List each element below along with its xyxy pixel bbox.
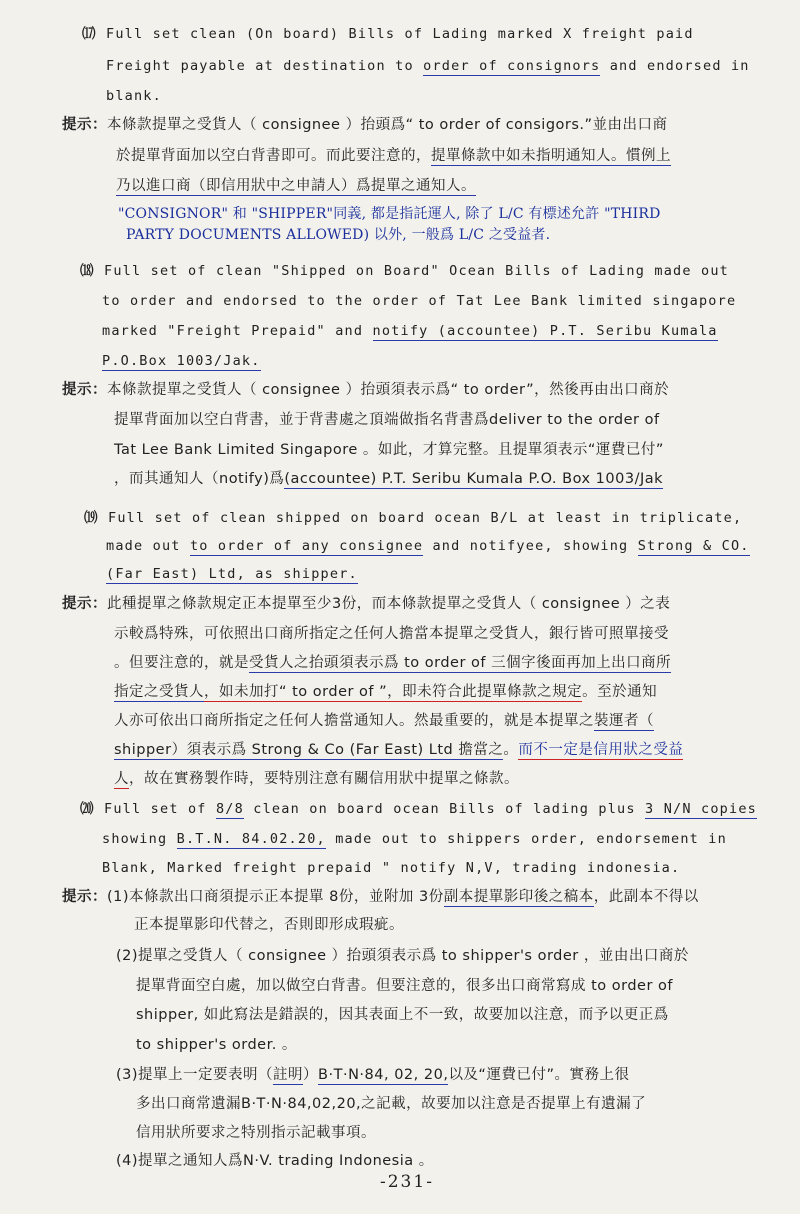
underlined-phrase: 註明 xyxy=(273,1067,304,1083)
item-17-line-3: blank. xyxy=(106,88,162,104)
item-18-note-line-1 xyxy=(62,381,669,399)
item-20-text: clean on board ocean Bills of lading plus xyxy=(253,801,636,817)
item-19-line-3 xyxy=(106,565,358,583)
item-19-line-2 xyxy=(106,537,750,555)
item-17-number: ⒄ xyxy=(82,26,97,42)
item-17-text: Freight payable at destination to xyxy=(106,58,414,74)
item-19-note-line-4 xyxy=(114,683,657,701)
note-text: ） xyxy=(303,1067,319,1083)
item-20-line-3: Blank, Marked freight prepaid " notify N,V, trading indonesia. xyxy=(102,860,681,876)
item-18-line-2: to order and endorsed to the order of Tat Lee Bank limited singapore xyxy=(102,293,737,309)
underlined-phrase: shipper）須表示爲 Strong & Co (Far East) Ltd 擔當之 xyxy=(114,742,504,758)
underlined-phrase: 副本提單影印後之稿本 xyxy=(443,889,594,905)
underlined-phrase: 3 N/N copies xyxy=(645,801,757,817)
item-19-line-1 xyxy=(84,509,742,527)
item-20-note2-line-2: 提單背面空白處，加以做空白背書。但要注意的，很多出口商常寫成 to order of xyxy=(136,978,674,994)
note-text: 本條款提單之受貨人（ consignee ）抬頭須表示爲“ to order”，然後再由出口商於 xyxy=(107,382,670,398)
underlined-phrase: B·T·N·84, 02, 20, xyxy=(318,1067,449,1083)
item-18-number: ⒅ xyxy=(80,263,95,279)
note-text: 。但要注意的，就是 xyxy=(114,655,249,671)
underlined-phrase: (Far East) Ltd, as shipper. xyxy=(106,566,358,582)
item-18-line-1 xyxy=(80,262,729,280)
item-20-note3-line-2: 多出口商常遺漏B·T·N·84,02,20,之記載，故要加以注意是否提單上有遺漏了 xyxy=(136,1096,647,1112)
underlined-phrase: order of consignors xyxy=(423,58,601,74)
item-17-text: and endorsed in xyxy=(609,58,750,74)
underlined-phrase: 8/8 xyxy=(215,801,244,817)
hint-label: 提示： xyxy=(62,596,107,612)
hint-label: 提示： xyxy=(62,117,107,133)
blue-annotation-line-1: "CONSIGNOR" 和 "SHIPPER"同義, 都是指託運人, 除了 L/C 有標述允許 "THIRD xyxy=(118,206,661,222)
underlined-phrase: 提單條款中如未指明通知人。慣例上 xyxy=(431,148,671,164)
note-text: 。 xyxy=(503,742,519,758)
note-text: ，而其通知人（notify)爲 xyxy=(114,471,285,487)
item-17-line-2 xyxy=(106,57,750,75)
item-19-note-line-2: 示較爲特殊，可依照出口商所指定之任何人擔當本提單之受貨人，銀行皆可照單接受 xyxy=(114,626,669,642)
underlined-phrase: B.T.N. 84.02.20, xyxy=(176,831,326,847)
red-underlined-phrase: 人 xyxy=(114,771,129,787)
item-19-text: and notifyee, showing xyxy=(432,538,629,554)
underlined-phrase: 受貨人之抬頭須表示爲 to order of 三個字後面再加上出口商所 xyxy=(249,655,672,671)
note-text: ，故在實務製作時，要特別注意有關信用狀中提單之條款。 xyxy=(129,771,519,787)
item-18-line-4 xyxy=(102,352,261,370)
underlined-phrase: Strong & CO. xyxy=(637,538,750,554)
page-number: -231- xyxy=(380,1172,434,1192)
item-20-note4-line-1: (4)提單之通知人爲N·V. trading Indonesia 。 xyxy=(116,1153,434,1169)
hint-label: 提示： xyxy=(62,889,107,905)
item-18-note-line-4 xyxy=(114,470,663,488)
item-19-text: Full set of clean shipped on board ocean B/L at least in triplicate, xyxy=(108,510,743,526)
item-20-note1-line-2: 正本提單影印代替之，否則即形成瑕疵。 xyxy=(134,917,404,933)
item-18-line-3 xyxy=(102,322,718,340)
underlined-phrase: notify (accountee) P.T. Seribu Kumala xyxy=(372,323,718,339)
item-19-note-line-7 xyxy=(114,770,519,788)
item-20-note2-line-3: shipper, 如此寫法是錯誤的，因其表面上不一致，故要加以注意，而予以更正爲 xyxy=(136,1007,669,1023)
item-18-note-line-3: Tat Lee Bank Limited Singapore 。如此，才算完整。且提單須表示“運費已付” xyxy=(114,442,664,458)
note-text: 。至於通知 xyxy=(582,684,658,700)
underlined-phrase: P.O.Box 1003/Jak. xyxy=(102,353,261,369)
item-19-note-line-6 xyxy=(114,741,683,759)
blue-annotation-line-2: PARTY DOCUMENTS ALLOWED) 以外, 一般爲 L/C 之受益者. xyxy=(126,227,551,243)
item-20-text: made out to shippers order, endorsement in xyxy=(335,831,727,847)
item-17-note-line-2 xyxy=(116,147,671,165)
item-20-line-2 xyxy=(102,830,727,848)
item-20-note3-line-1 xyxy=(116,1066,629,1084)
item-18-note-line-2: 提單背面加以空白背書，並于背書處之頂端做指名背書爲deliver to the order of xyxy=(114,412,660,428)
underlined-phrase: to order of any consignee xyxy=(189,538,424,554)
item-19-note-line-3 xyxy=(114,654,671,672)
item-19-text: made out xyxy=(106,538,181,554)
note-text: (3)提單上一定要表明（ xyxy=(116,1067,274,1083)
underlined-phrase: 指定之受貨人 xyxy=(114,684,204,700)
item-17-text: Full set clean (On board) Bills of Lading marked X freight paid xyxy=(106,26,694,42)
item-20-line-1 xyxy=(80,800,757,818)
item-20-note2-line-1: (2)提單之受貨人（ consignee ）抬頭須表示爲 to shipper's order ，並由出口商於 xyxy=(116,948,689,964)
hint-label: 提示： xyxy=(62,382,107,398)
note-text: ，此副本不得以 xyxy=(593,889,699,905)
note-text: 本條款提單之受貨人（ consignee ）抬頭爲“ to order of consigors.”並由出口商 xyxy=(107,117,668,133)
item-20-note1-line-1 xyxy=(62,888,699,906)
item-19-number: ⒆ xyxy=(84,510,99,526)
item-17-note-line-1 xyxy=(62,116,668,134)
item-20-text: Full set of xyxy=(104,801,207,817)
note-text: (1)本條款出口商須提示正本提單 8份，並附加 3份 xyxy=(107,889,444,905)
underlined-phrase: 裝運者（ xyxy=(594,713,654,729)
note-text: 以及“運費已付”。實務上很 xyxy=(448,1067,630,1083)
item-20-note3-line-3: 信用狀所要求之特別指示記載事項。 xyxy=(136,1125,376,1141)
red-underlined-phrase: ，如未加打“ to order of ”，即未符合此提單條款之規定 xyxy=(204,684,583,700)
blue-emphasis-phrase: 而不一定是信用狀之受益 xyxy=(518,742,684,758)
note-text: 人亦可依出口商所指定之任何人擔當通知人。然最重要的，就是本提單之 xyxy=(114,713,594,729)
item-19-note-line-1 xyxy=(62,595,670,613)
item-20-text: showing xyxy=(102,831,168,847)
item-17-note-line-3 xyxy=(116,177,476,195)
note-text: 於提單背面加以空白背書即可。而此要注意的， xyxy=(116,148,431,164)
note-text: 此種提單之條款規定正本提單至少3份，而本條款提單之受貨人（ consignee ）之表 xyxy=(107,596,671,612)
item-20-number: ⒇ xyxy=(80,801,95,817)
item-20-note2-line-4: to shipper's order. 。 xyxy=(136,1037,297,1053)
item-17-line-1 xyxy=(82,25,694,43)
underlined-phrase: 乃以進口商（即信用狀中之申請人）爲提單之通知人。 xyxy=(116,178,476,194)
item-18-text: marked "Freight Prepaid" and xyxy=(102,323,364,339)
item-19-note-line-5 xyxy=(114,712,654,730)
item-18-text: Full set of clean "Shipped on Board" Ocean Bills of Lading made out xyxy=(104,263,729,279)
underlined-phrase: (accountee) P.T. Seribu Kumala P.O. Box 1003/Jak xyxy=(284,471,664,487)
